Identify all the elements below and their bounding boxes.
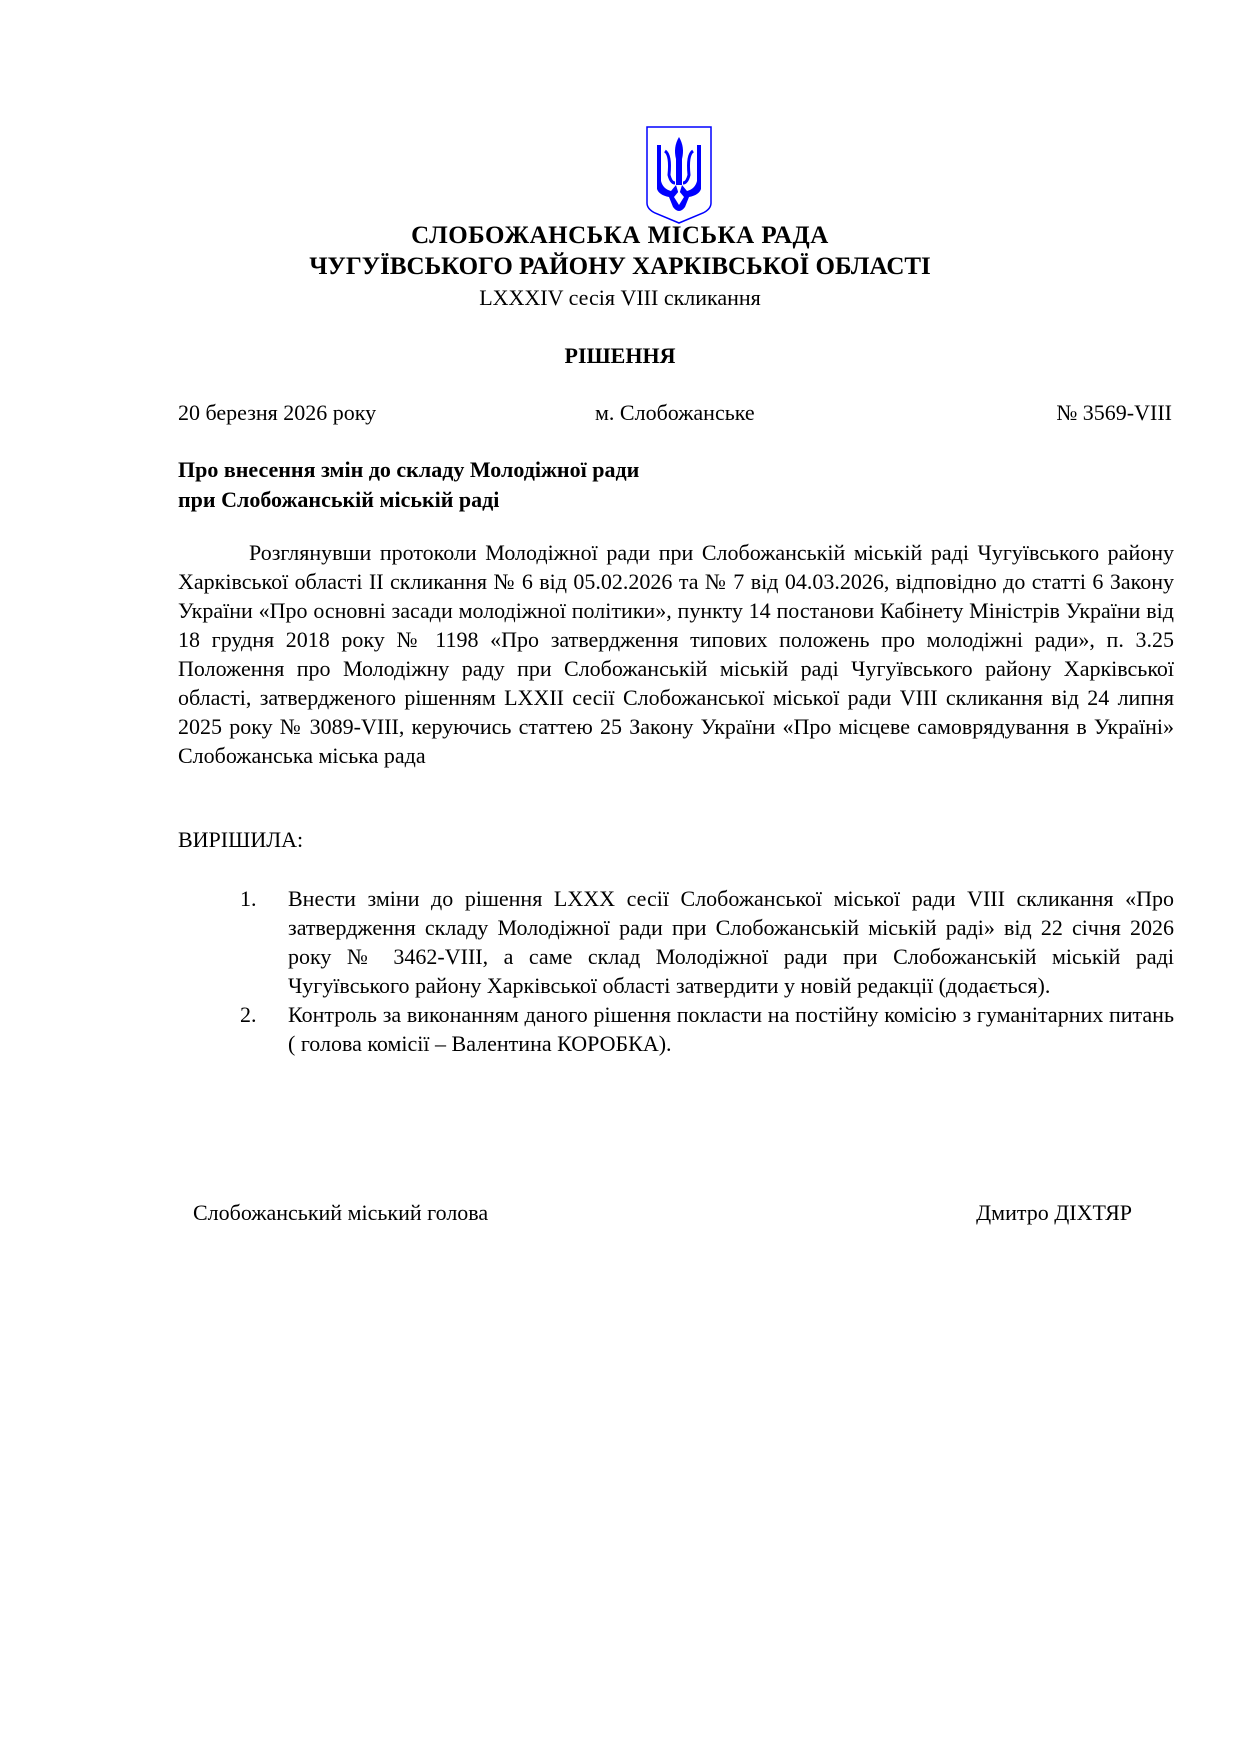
document-type: РІШЕННЯ bbox=[564, 343, 676, 368]
resolution-item bbox=[240, 1000, 1174, 1058]
session-info: LXXXIV сесія VIII скликання bbox=[479, 285, 761, 310]
council-region: ЧУГУЇВСЬКОГО РАЙОНУ ХАРКІВСЬКОЇ ОБЛАСТІ bbox=[309, 253, 931, 280]
subject-line: при Слобожанській міській раді bbox=[178, 487, 500, 512]
item-number: 1. bbox=[240, 886, 257, 911]
preamble-paragraph: Розглянувши протоколи Молодіжної ради при Слобожанській міській раді Чугуївського району Харківської області ІІ скликання № 6 від 05.02.2026 та № 7 від 04.03.2026, відповідно до статті 6 Закону України «Про основні засади молодіжної політики», пункту 14 постанови Кабінету Міністрів України від 18 грудня 2018 року № 1198 «Про затвердження типових положень про молодіжні ради», п. 3.25 Положення про Молодіжну раду при Слобожанській міській раді Чугуївського району Харківської області, затвердженого рішенням LXXII сесії Слобожанської міської ради VIII скликання від 24 липня 2025 року № 3089-VIII, керуючись статтею 25 Закону України «Про місцеве самоврядування в Україні» Слобожанська міська рада bbox=[178, 540, 1174, 768]
item-number: 2. bbox=[240, 1002, 257, 1027]
item-text: Контроль за виконанням даного рішення покласти на постійну комісію з гуманітарних питань ( голова комісії – Валентина КОРОБКА). bbox=[288, 1002, 1174, 1056]
decision-place: м. Слобожанське bbox=[595, 400, 755, 425]
coat-of-arms-icon bbox=[645, 125, 713, 225]
item-text: Внести зміни до рішення LXXX сесії Слобожанської міської ради VIII скликання «Про затвердження складу Молодіжної ради при Слобожанській міській раді» від 22 січня 2026 року № 3462-VIII, а саме склад Молодіжної ради при Слобожанській міській раді Чугуївського району Харківської області затвердити у новій редакції (додається). bbox=[288, 886, 1174, 998]
decision-number: № 3569-VIII bbox=[1056, 400, 1172, 425]
resolution-list bbox=[240, 884, 1174, 1058]
subject-line: Про внесення змін до складу Молодіжної ради bbox=[178, 457, 640, 482]
decision-subject bbox=[178, 455, 639, 515]
resolved-label: ВИРІШИЛА: bbox=[178, 827, 304, 852]
resolution-item bbox=[240, 884, 1174, 1000]
signatory-title: Слобожанський міський голова bbox=[193, 1200, 489, 1225]
signatory-name: Дмитро ДІХТЯР bbox=[976, 1200, 1132, 1225]
council-name: СЛОБОЖАНСЬКА МІСЬКА РАДА bbox=[411, 222, 829, 249]
decision-date: 20 березня 2026 року bbox=[178, 400, 377, 425]
